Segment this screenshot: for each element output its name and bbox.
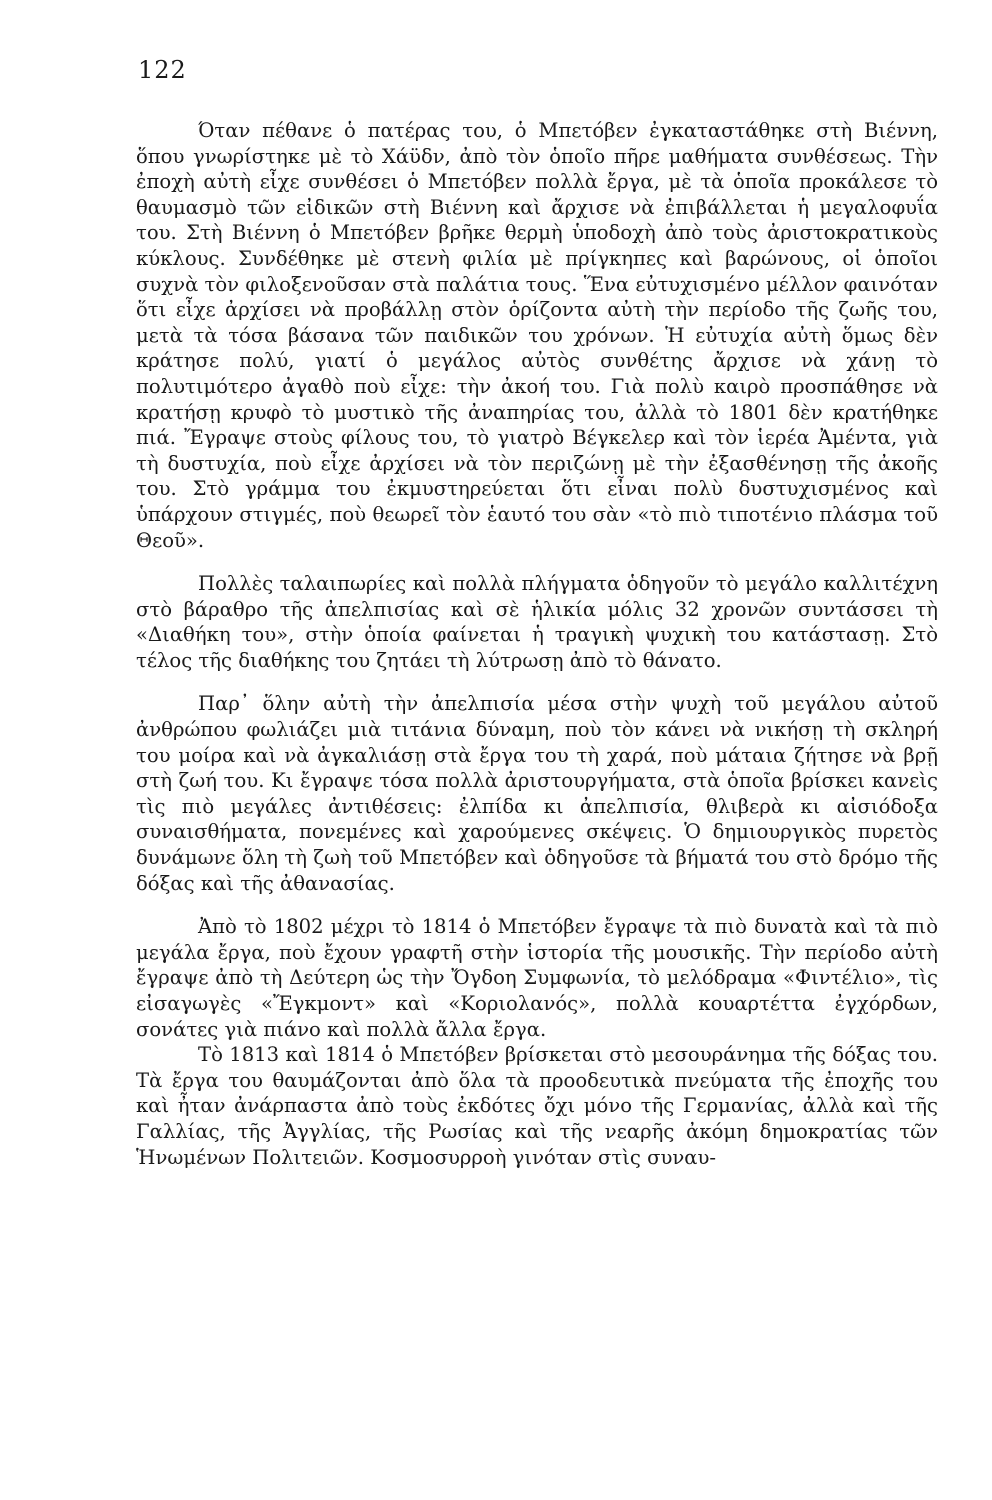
paragraph-testament: Πολλὲς ταλαιπωρίες καὶ πολλὰ πλήγματα ὁδηγοῦν τὸ μεγάλο καλλιτέχνη στὸ βάραθρο τῆς ἀπελπισίας καὶ σὲ ἡλικία μόλις 32 χρονῶν συντάσσει τὴ «Διαθήκη του», στὴν ὁποία φαίνεται ἡ τραγικὴ ψυχικὴ του κατάστασῃ. Στὸ τέλος τῆς διαθήκης του ζητάει τὴ λύτρωσῃ ἀπὸ τὸ θάνατο. (136, 572, 938, 672)
paragraph-glory-1813-1814: Τὸ 1813 καὶ 1814 ὁ Μπετόβεν βρίσκεται στὸ μεσουράνημα τῆς δόξας του. Τὰ ἔργα του θαυμάζονται ἀπὸ ὅλα τὰ προοδευτικὰ πνεύματα τῆς ἐποχῆς του καὶ ἦταν ἀνάρπαστα ἀπὸ τοὺς ἐκδότες ὄχι μόνο τῆς Γερμανίας, ἀλλὰ καὶ τῆς Γαλλίας, τῆς Ἀγγλίας, τῆς Ρωσίας καὶ τῆς νεαρῆς ἀκόμη δημοκρατίας τῶν Ἡνωμένων Πολιτειῶν. Κοσμοσυρροὴ γινόταν στὶς συναυ- (136, 1043, 938, 1169)
paragraph-vienna: Όταν πέθανε ὁ πατέρας του, ὁ Μπετόβεν ἐγκαταστάθηκε στὴ Βιέννη, ὅπου γνωρίστηκε μὲ τὸ Χάϋδν, ἀπὸ τὸν ὁποῖο πῆρε μαθήματα συνθέσεως. Τὴν ἐποχὴ αὐτὴ εἶχε συνθέσει ὁ Μπετόβεν πολλὰ ἔργα, μὲ τὰ ὁποῖα προκάλεσε τὸ θαυμασμὸ τῶν εἰδικῶν στὴ Βιέννη καὶ ἄρχισε νὰ ἐπιβάλλεται ἡ μεγαλοφυΐα του. Στὴ Βιέννη ὁ Μπετόβεν βρῆκε θερμὴ ὑποδοχὴ ἀπὸ τοὺς ἀριστοκρατικοὺς κύκλους. Συνδέθηκε μὲ στενὴ φιλία μὲ πρίγκηπες καὶ βαρώνους, οἱ ὁποῖοι συχνὰ τὸν φιλοξενοῦσαν στὰ παλάτια τους. Ἕνα εὐτυχισμένο μέλλον φαινόταν ὅτι εἶχε ἀρχίσει νὰ προβάλλῃ στὸν ὁρίζοντα αὐτὴ τὴν περίοδο τῆς ζωῆς του, μετὰ τὰ τόσα βάσανα τῶν παιδικῶν του χρόνων. Ἡ εὐτυχία αὐτὴ ὅμως δὲν κράτησε πολύ, γιατί ὁ μεγάλος αὐτὸς συνθέτης ἄρχισε νὰ χάνῃ τὸ πολυτιμότερο ἀγαθὸ ποὺ εἶχε: τὴν ἀκοή του. Γιὰ πολὺ καιρὸ προσπάθησε νὰ κρατήσῃ κρυφὸ τὸ μυστικὸ τῆς ἀναπηρίας του, ἀλλὰ τὸ 1801 δὲν κρατήθηκε πιά. Ἔγραψε στοὺς φίλους του, τὸ γιατρὸ Βέγκελερ καὶ τὸν ἱερέα Ἀμέντα, γιὰ τὴ δυστυχία, ποὺ εἶχε ἀρχίσει νὰ τὸν περιζώνῃ μὲ τὴν ἐξασθένησῃ τῆς ἀκοῆς του. Στὸ γράμμα του ἐκμυστηρεύεται ὅτι εἶναι πολὺ δυστυχισμένος καὶ ὑπάρχουν στιγμές, ποὺ θεωρεῖ τὸν ἑαυτό του σὰν «τὸ πιὸ τιποτένιο πλάσμα τοῦ Θεοῦ». (136, 119, 938, 552)
page-number: 122 (138, 56, 187, 84)
body-text (136, 118, 938, 1170)
paragraph-works-1802-1814: Ἀπὸ τὸ 1802 μέχρι τὸ 1814 ὁ Μπετόβεν ἔγραψε τὰ πιὸ δυνατὰ καὶ τὰ πιὸ μεγάλα ἔργα, ποὺ ἔχουν γραφτῆ στὴν ἱστορία τῆς μουσικῆς. Τὴν περίοδο αὐτὴ ἔγραψε ἀπὸ τὴ Δεύτερη ὡς τὴν Ὄγδοη Συμφωνία, τὸ μελόδραμα «Φιντέλιο», τὶς εἰσαγωγὲς «Ἔγκμοντ» καὶ «Κοριολανός», πολλὰ κουαρτέττα ἐγχόρδων, σονάτες γιὰ πιάνο καὶ πολλὰ ἄλλα ἔργα. (136, 915, 938, 1041)
paragraph-titanic-power: Παρ᾿ ὅλην αὐτὴ τὴν ἀπελπισία μέσα στὴν ψυχὴ τοῦ μεγάλου αὐτοῦ ἀνθρώπου φωλιάζει μιὰ τιτάνια δύναμη, ποὺ τὸν κάνει νὰ νικήσῃ τὴ σκληρή του μοίρα καὶ νὰ ἀγκαλιάσῃ στὰ ἔργα του τὴ χαρά, ποὺ μάταια ζήτησε νὰ βρῇ στὴ ζωή του. Κι ἔγραψε τόσα πολλὰ ἀριστουργήματα, στὰ ὁποῖα βρίσκει κανεὶς τὶς πιὸ μεγάλες ἀντιθέσεις: ἐλπίδα κι ἀπελπισία, θλιβερὰ κι αἰσιόδοξα συναισθήματα, πονεμένες καὶ χαρούμενες σκέψεις. Ὁ δημιουργικὸς πυρετὸς δυνάμωνε ὅλη τὴ ζωὴ τοῦ Μπετόβεν καὶ ὁδηγοῦσε τὰ βήματά του στὸ δρόμο τῆς δόξας καὶ τῆς ἀθανασίας. (136, 692, 938, 895)
